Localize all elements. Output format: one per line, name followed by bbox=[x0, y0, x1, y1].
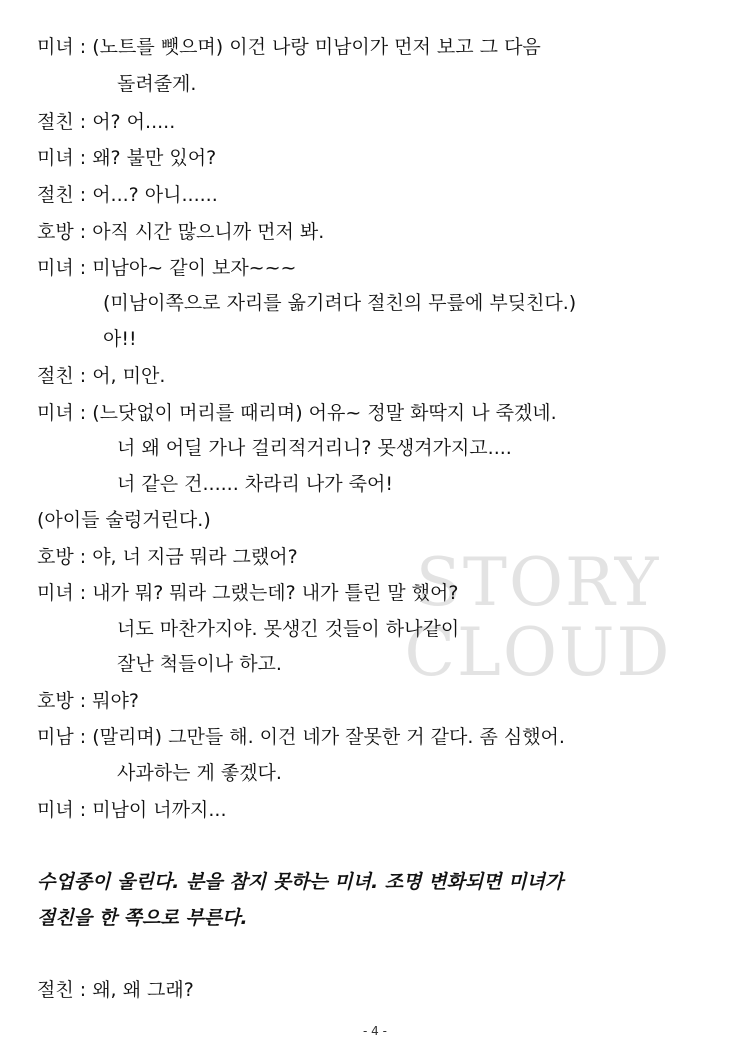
dialogue-line: 미녀 : 왜? 불만 있어? bbox=[37, 147, 217, 169]
dialogue-line: 미남 : (말리며) 그만들 해. 이건 네가 잘못한 거 같다. 좀 심했어. bbox=[37, 726, 565, 748]
dialogue-text: 아직 시간 많으니까 먼저 봐. bbox=[92, 221, 325, 243]
dialogue-continuation: 돌려줄게. bbox=[117, 73, 197, 95]
speaker-name: 절친 bbox=[37, 979, 74, 1001]
dialogue-text: 뭐야? bbox=[92, 690, 139, 712]
watermark-line-1: STORY bbox=[415, 544, 661, 621]
dialogue-text: 미남이 너까지... bbox=[92, 799, 227, 821]
dialogue-line: 절친 : 어, 미안. bbox=[37, 365, 166, 387]
dialogue-line: 절친 : 어...? 아니...... bbox=[37, 184, 218, 206]
dialogue-line: 미녀 : (느닷없이 머리를 때리며) 어유~ 정말 화딱지 나 죽겠네. bbox=[37, 402, 557, 424]
dialogue-text: 어, 미안. bbox=[92, 365, 166, 387]
dialogue-line: 호방 : 야, 너 지금 뭐라 그랬어? bbox=[37, 546, 298, 568]
speaker-name: 미녀 bbox=[37, 799, 74, 821]
dialogue-line: 호방 : 아직 시간 많으니까 먼저 봐. bbox=[37, 221, 325, 243]
dialogue-text: 어? 어..... bbox=[92, 111, 176, 133]
stage-direction-line: 수업종이 울린다. 분을 참지 못하는 미녀. 조명 변화되면 미녀가 bbox=[37, 871, 564, 893]
action-line: (아이들 술렁거린다.) bbox=[37, 509, 211, 531]
dialogue-text: 어...? 아니...... bbox=[92, 184, 218, 206]
dialogue-text: 내가 뭐? 뭐라 그랬는데? 내가 틀린 말 했어? bbox=[92, 582, 459, 604]
dialogue-text: 야, 너 지금 뭐라 그랬어? bbox=[92, 546, 298, 568]
dialogue-line: 미녀 : 내가 뭐? 뭐라 그랬는데? 내가 틀린 말 했어? bbox=[37, 582, 459, 604]
speaker-name: 절친 bbox=[37, 365, 74, 387]
dialogue-text: (느닷없이 머리를 때리며) 어유~ 정말 화딱지 나 죽겠네. bbox=[92, 402, 557, 424]
speaker-name: 미녀 bbox=[37, 402, 74, 424]
watermark-line-2: CLOUD bbox=[404, 614, 672, 691]
dialogue-line: 미녀 : 미남이 너까지... bbox=[37, 799, 227, 821]
dialogue-line: 미녀 : 미남아~ 같이 보자~~~ bbox=[37, 257, 297, 279]
speaker-name: 절친 bbox=[37, 184, 74, 206]
dialogue-line: 호방 : 뭐야? bbox=[37, 690, 139, 712]
speaker-name: 미남 bbox=[37, 726, 74, 748]
dialogue-text: (노트를 뺏으며) 이건 나랑 미남이가 먼저 보고 그 다음 bbox=[92, 36, 541, 58]
dialogue-text: 미남아~ 같이 보자~~~ bbox=[92, 257, 297, 279]
dialogue-continuation: 아!! bbox=[103, 328, 137, 350]
dialogue-text: (말리며) 그만들 해. 이건 네가 잘못한 거 같다. 좀 심했어. bbox=[92, 726, 565, 748]
dialogue-continuation: 너 왜 어딜 가나 걸리적거리니? 못생겨가지고.... bbox=[117, 437, 512, 459]
speaker-name: 호방 bbox=[37, 690, 74, 712]
speaker-name: 호방 bbox=[37, 221, 74, 243]
speaker-name: 미녀 bbox=[37, 147, 74, 169]
dialogue-continuation: 잘난 척들이나 하고. bbox=[117, 653, 282, 675]
dialogue-text: 왜, 왜 그래? bbox=[92, 979, 194, 1001]
dialogue-line: 절친 : 왜, 왜 그래? bbox=[37, 979, 194, 1001]
stage-direction-line: 절친을 한 쪽으로 부른다. bbox=[37, 907, 248, 929]
speaker-name: 미녀 bbox=[37, 582, 74, 604]
dialogue-line: 절친 : 어? 어..... bbox=[37, 111, 176, 133]
dialogue-continuation: (미남이쪽으로 자리를 옮기려다 절친의 무릎에 부딪친다.) bbox=[103, 292, 577, 314]
dialogue-text: 왜? 불만 있어? bbox=[92, 147, 217, 169]
speaker-name: 미녀 bbox=[37, 36, 74, 58]
page-number: - 4 - bbox=[363, 1024, 387, 1038]
speaker-name: 미녀 bbox=[37, 257, 74, 279]
dialogue-continuation: 너 같은 건...... 차라리 나가 죽어! bbox=[117, 473, 393, 495]
dialogue-continuation: 사과하는 게 좋겠다. bbox=[117, 762, 282, 784]
speaker-name: 절친 bbox=[37, 111, 74, 133]
dialogue-line: 미녀 : (노트를 뺏으며) 이건 나랑 미남이가 먼저 보고 그 다음 bbox=[37, 36, 541, 58]
speaker-name: 호방 bbox=[37, 546, 74, 568]
dialogue-continuation: 너도 마찬가지야. 못생긴 것들이 하나같이 bbox=[117, 618, 460, 640]
